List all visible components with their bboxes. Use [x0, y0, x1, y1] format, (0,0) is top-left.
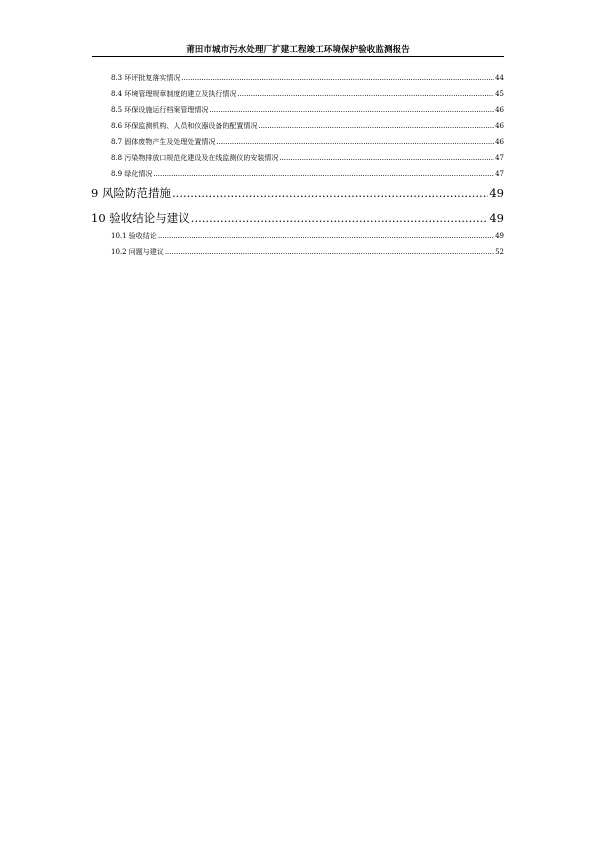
toc-entry-page: 47	[495, 170, 504, 178]
toc-entry-label: 8.5 环保设施运行档案管理情况	[111, 106, 209, 114]
toc-entry-label: 8.4 环境管理规章制度的建立及执行情况	[111, 90, 237, 98]
toc-entry-label: 9 风险防范措施	[91, 186, 171, 200]
toc-entry-page: 49	[489, 186, 504, 200]
toc-entry-page: 52	[495, 248, 504, 256]
toc-entry-label: 10 验收结论与建议	[91, 211, 190, 225]
toc-dot-leader	[216, 137, 494, 147]
toc-entry-10[interactable]	[91, 211, 504, 226]
toc-entry-8-3[interactable]	[111, 73, 504, 83]
toc-entry-label: 10.2 问题与建议	[111, 248, 164, 256]
toc-entry-label: 8.8 污染物排放口规范化建设及在线监测仪的安装情况	[111, 154, 279, 162]
toc-dot-leader	[181, 73, 494, 83]
toc-entry-8-5[interactable]	[111, 105, 504, 115]
toc-dot-leader	[258, 121, 494, 131]
toc-entry-8-4[interactable]	[111, 89, 504, 99]
toc-entry-label: 8.3 环评批复落实情况	[111, 74, 181, 82]
toc-entry-label: 8.6 环保监测机构、人员和仪器设备的配置情况	[111, 122, 258, 130]
toc-dot-leader	[165, 247, 494, 257]
toc-dot-leader	[279, 153, 494, 163]
toc-entry-8-6[interactable]	[111, 121, 504, 131]
toc-entry-page: 47	[495, 154, 504, 162]
toc-entry-8-7[interactable]	[111, 137, 504, 147]
toc-entry-page: 49	[495, 232, 504, 240]
toc-entry-8-9[interactable]	[111, 169, 504, 179]
toc-dot-leader	[237, 89, 494, 99]
toc-entry-label: 10.1 验收结论	[111, 232, 157, 240]
toc-entry-8-8[interactable]	[111, 153, 504, 163]
toc-entry-page: 45	[495, 90, 504, 98]
toc-dot-leader	[153, 169, 494, 179]
toc-dot-leader	[158, 231, 494, 241]
toc-entry-page: 49	[489, 211, 504, 225]
toc-entry-page: 44	[495, 74, 504, 82]
toc-dot-leader	[191, 211, 489, 226]
toc-entry-label: 8.7 固体废物产生及处理处置情况	[111, 138, 216, 146]
page-header-title: 莆田市城市污水处理厂扩建工程竣工环境保护验收监测报告	[186, 45, 410, 55]
toc-entry-9[interactable]	[91, 186, 504, 201]
toc-entry-page: 46	[495, 138, 504, 146]
toc-entry-page: 46	[495, 122, 504, 130]
toc-entry-label: 8.9 绿化情况	[111, 170, 153, 178]
toc-entry-page: 46	[495, 106, 504, 114]
toc-dot-leader	[209, 105, 494, 115]
toc-entry-10-2[interactable]	[111, 247, 504, 257]
header-divider	[92, 56, 504, 57]
toc-dot-leader	[172, 186, 488, 201]
toc-entry-10-1[interactable]	[111, 231, 504, 241]
